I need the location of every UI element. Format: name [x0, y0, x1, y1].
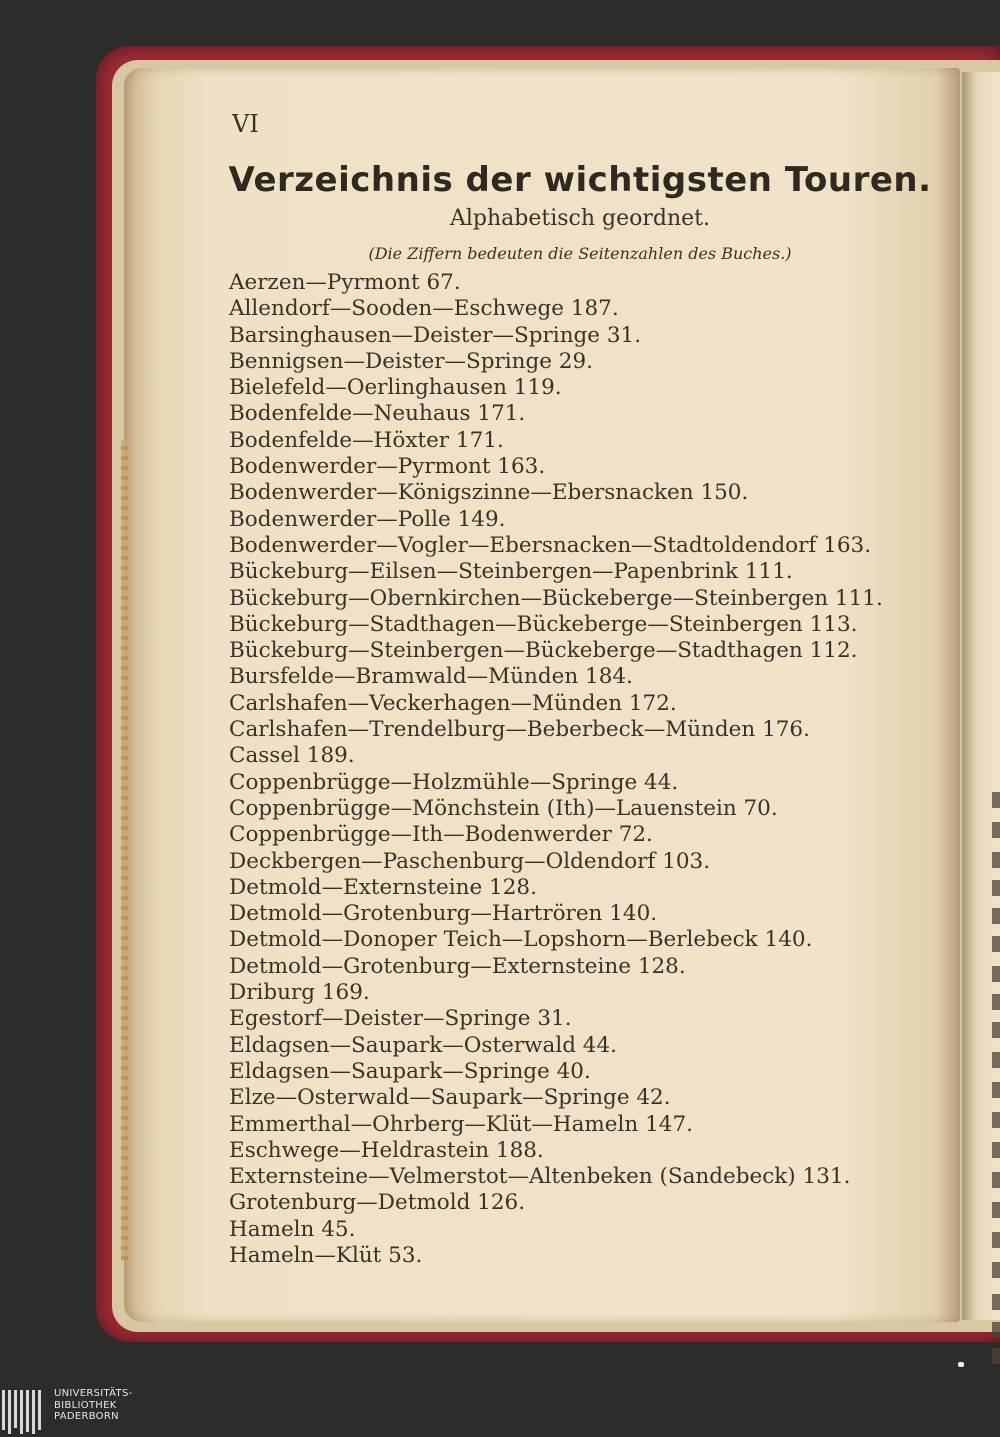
tour-entry: Bückeburg—Eilsen—Steinbergen—Papenbrink 111. — [229, 559, 793, 585]
tour-entry: Carlshafen—Veckerhagen—Münden 172. — [229, 690, 677, 716]
tour-entry: Bursfelde—Bramwald—Münden 184. — [229, 664, 633, 690]
page-title: Verzeichnis der wichtigsten Touren. — [228, 160, 932, 200]
tour-entry: Cassel 189. — [229, 743, 355, 769]
tour-entry: Bodenwerder—Pyrmont 163. — [229, 454, 546, 480]
tour-entry: Barsinghausen—Deister—Springe 31. — [229, 322, 642, 348]
tour-entry: Eschwege—Heldrastein 188. — [229, 1137, 544, 1163]
tour-entry: Bodenfelde—Neuhaus 171. — [229, 401, 526, 427]
page-note: (Die Ziffern bedeuten die Seitenzahlen des Buches.) — [368, 244, 792, 263]
tour-entry: Hameln—Klüt 53. — [229, 1242, 423, 1268]
tour-entry: Bodenfelde—Höxter 171. — [229, 427, 504, 453]
library-logo — [0, 1388, 200, 1437]
tour-entry: Coppenbrügge—Ith—Bodenwerder 72. — [229, 822, 653, 848]
tour-entry: Eldagsen—Saupark—Osterwald 44. — [229, 1032, 617, 1058]
adjacent-page-edge — [962, 72, 1000, 1320]
tour-entry: Coppenbrügge—Mönchstein (Ith)—Lauenstein 70. — [229, 795, 778, 821]
tour-list — [229, 270, 949, 1269]
library-logo-line: UNIVERSITÄTS- — [54, 1388, 133, 1399]
page-number: VI — [232, 110, 259, 138]
page-subtitle: Alphabetisch geordnet. — [449, 206, 710, 231]
tour-entry: Elze—Osterwald—Saupark—Springe 42. — [229, 1085, 671, 1111]
tour-entry: Hameln 45. — [229, 1216, 356, 1242]
tour-entry: Allendorf—Sooden—Eschwege 187. — [229, 296, 619, 322]
library-logo-line: PADERBORN — [54, 1411, 119, 1422]
tour-entry: Detmold—Grotenburg—Hartrören 140. — [229, 901, 658, 927]
tour-entry: Bennigsen—Deister—Springe 29. — [229, 348, 593, 374]
binding-strip — [121, 440, 128, 1260]
tour-entry: Bodenwerder—Vogler—Ebersnacken—Stadtoldendorf 163. — [229, 532, 872, 558]
tour-entry: Deckbergen—Paschenburg—Oldendorf 103. — [229, 848, 711, 874]
tour-entry: Detmold—Grotenburg—Externsteine 128. — [229, 953, 686, 979]
tour-entry: Bodenwerder—Polle 149. — [229, 506, 506, 532]
tour-entry: Egestorf—Deister—Springe 31. — [229, 1006, 572, 1032]
tour-entry: Bückeburg—Obernkirchen—Bückeberge—Steinbergen 111. — [229, 585, 883, 611]
dust-speck — [958, 1362, 964, 1367]
tour-entry: Bielefeld—Oerlinghausen 119. — [229, 375, 562, 401]
tour-entry: Detmold—Donoper Teich—Lopshorn—Berlebeck 140. — [229, 927, 813, 953]
tour-entry: Bückeburg—Steinbergen—Bückeberge—Stadthagen 112. — [229, 638, 858, 664]
tour-entry: Bückeburg—Stadthagen—Bückeberge—Steinbergen 113. — [229, 611, 858, 637]
library-logo-icon — [2, 1390, 48, 1434]
tour-entry: Coppenbrügge—Holzmühle—Springe 44. — [229, 769, 679, 795]
tour-entry: Aerzen—Pyrmont 67. — [229, 270, 461, 295]
tour-entry: Emmerthal—Ohrberg—Klüt—Hameln 147. — [229, 1111, 693, 1137]
tour-entry: Driburg 169. — [229, 980, 370, 1006]
tour-entry: Eldagsen—Saupark—Springe 40. — [229, 1058, 591, 1084]
tour-entry: Bodenwerder—Königszinne—Ebersnacken 150. — [229, 480, 749, 506]
library-logo-line: BIBLIOTHEK — [54, 1399, 117, 1411]
tour-entry: Grotenburg—Detmold 126. — [229, 1190, 526, 1216]
tour-entry: Detmold—Externsteine 128. — [229, 874, 537, 900]
tour-entry: Externsteine—Velmerstot—Altenbeken (Sandebeck) 131. — [229, 1164, 851, 1190]
tour-entry: Carlshafen—Trendelburg—Beberbeck—Münden 176. — [229, 717, 810, 743]
